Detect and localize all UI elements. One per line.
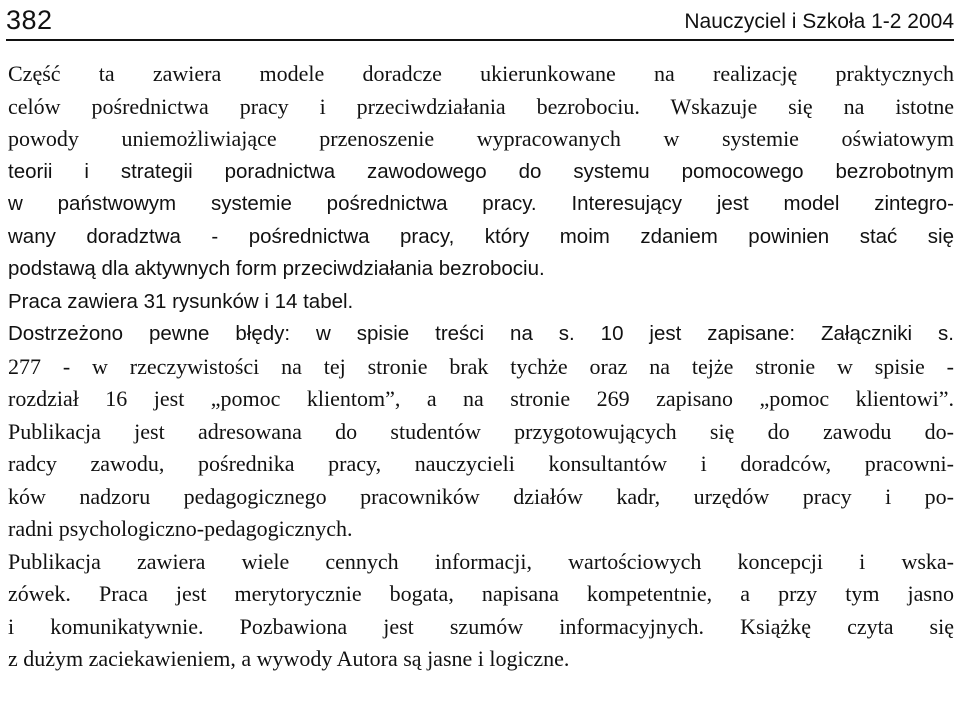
text-line: podstawą dla aktywnych form przeciwdziałania bezrobociu. xyxy=(8,257,545,280)
header-divider xyxy=(6,39,954,41)
text-line: Część ta zawiera modele doradcze ukierunkowane na realizację praktycznych xyxy=(8,61,954,86)
text-line: rozdział 16 jest „pomoc klientom”, a na stronie 269 zapisano „pomoc klientowi”. xyxy=(8,386,954,411)
text-line: Publikacja jest adresowana do studentów przygotowujących się do zawodu do- xyxy=(8,418,954,444)
text-line: wany doradztwa - pośrednictwa pracy, który moim zdaniem powinien stać się xyxy=(8,224,954,248)
text-line: teorii i strategii poradnictwa zawodowego do systemu pomocowego bezrobotnym xyxy=(8,159,954,183)
text-line: powody uniemożliwiające przenoszenie wypracowanych w systemie oświatowym xyxy=(8,126,954,151)
text-line: Dostrzeżono pewne błędy: w spisie treści na s. 10 jest zapisane: Załączniki s. xyxy=(8,322,954,345)
text-line: Praca zawiera 31 rysunków i 14 tabel. xyxy=(8,289,354,313)
text-line: celów pośrednictwa pracy i przeciwdziałania bezrobociu. Wskazuje się na istotne xyxy=(8,93,954,119)
text-line: radni psychologiczno-pedagogicznych. xyxy=(8,516,353,541)
text-line: ków nadzoru pedagogicznego pracowników działów kadr, urzędów pracy i po- xyxy=(8,483,954,509)
body-text xyxy=(8,58,954,676)
text-line: w państwowym systemie pośrednictwa pracy. Interesujący jest model zintegro- xyxy=(8,192,954,215)
text-line: z dużym zaciekawieniem, a wywody Autora są jasne i logiczne. xyxy=(8,646,570,671)
text-line: 277 - w rzeczywistości na tej stronie brak tychże oraz na tejże stronie w spisie - xyxy=(8,353,954,379)
page-number: 382 xyxy=(6,5,53,35)
text-line: i komunikatywnie. Pozbawiona jest szumów informacyjnych. Książkę czyta się xyxy=(8,613,954,639)
page-header xyxy=(6,0,954,40)
text-line: radcy zawodu, pośrednika pracy, nauczycieli konsultantów i doradców, pracowni- xyxy=(8,451,954,476)
text-line: zówek. Praca jest merytorycznie bogata, napisana kompetentnie, a przy tym jasno xyxy=(8,581,954,606)
journal-title: Nauczyciel i Szkoła 1-2 2004 xyxy=(684,10,954,33)
text-line: Publikacja zawiera wiele cennych informacji, wartościowych koncepcji i wska- xyxy=(8,548,954,574)
